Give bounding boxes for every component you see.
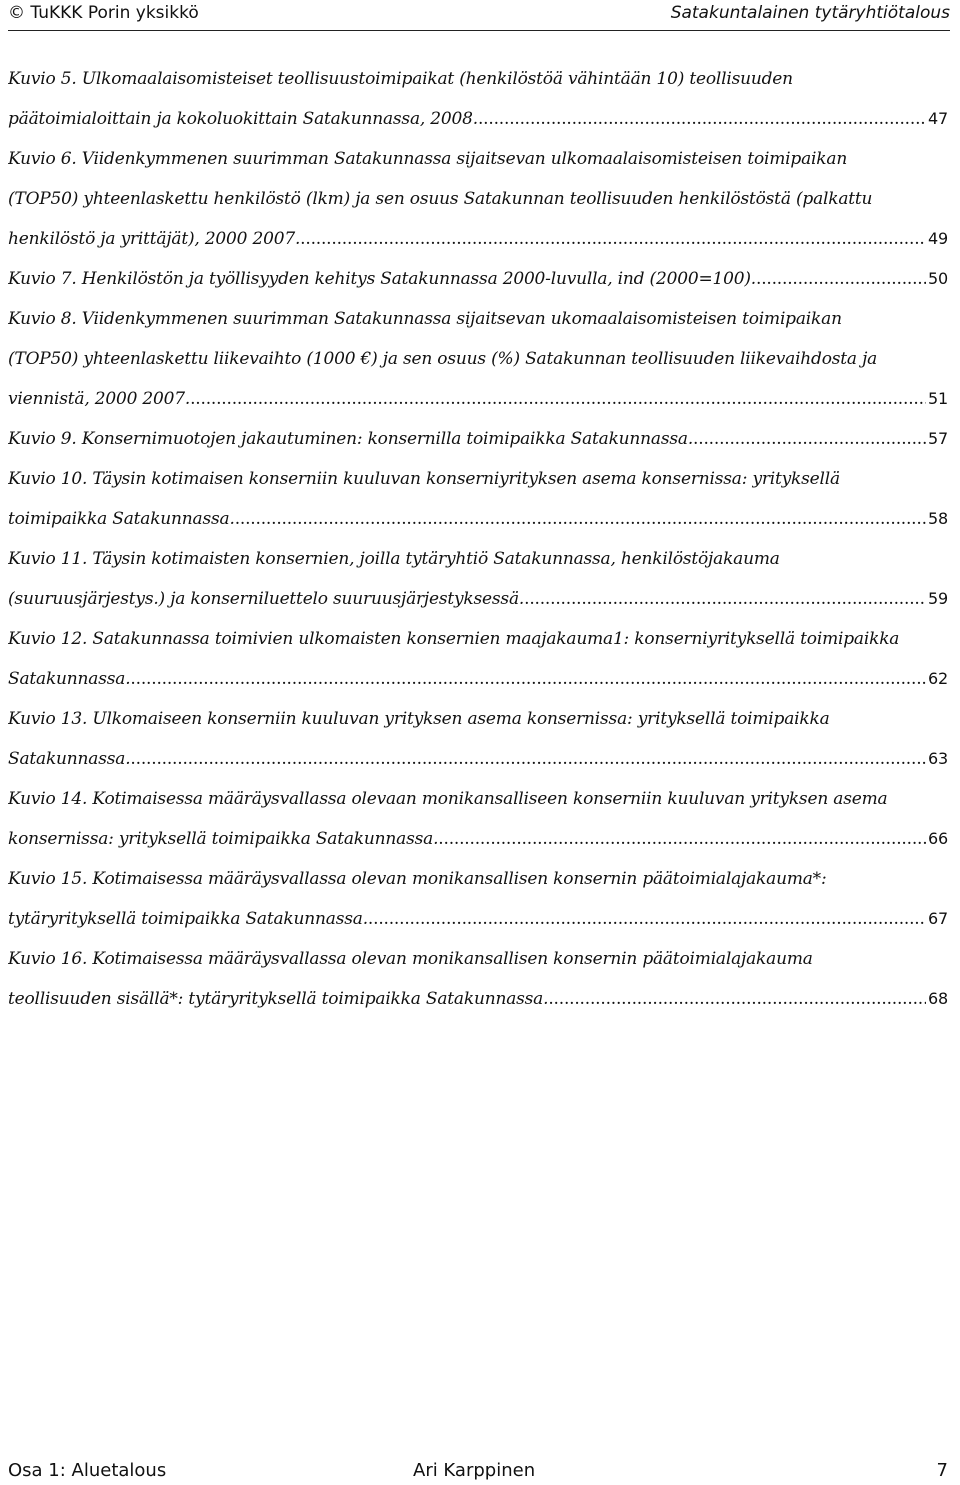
toc-entry-line (8, 379, 948, 419)
toc-entry-line (8, 499, 948, 539)
toc-entry-line (8, 539, 948, 579)
toc-entry-line (8, 99, 948, 139)
toc-entry-line (8, 939, 948, 979)
toc-entry-line (8, 779, 948, 819)
footer-page-number: 7 (936, 1460, 948, 1481)
toc-entry-line (8, 659, 948, 699)
toc-entry-text: toimipaikka Satakunnassa. (8, 509, 235, 529)
toc-entry-text: Kuvio 7. Henkilöstön ja työllisyyden kehitys Satakunnassa 2000-luvulla, ind (2000=100). (8, 269, 756, 289)
toc-entry-text: Kuvio 16. Kotimaisessa määräysvallassa olevan monikansallisen konsernin päätoimialajakauma (8, 949, 813, 969)
toc-entry-text: Satakunnassa. (8, 669, 131, 689)
toc-entry-text: päätoimialoittain ja kokoluokittain Satakunnassa, 2008. (8, 109, 478, 129)
dot-leader (693, 419, 926, 459)
toc-entry-text: Kuvio 12. Satakunnassa toimivien ulkomaisten konsernien maajakauma1: konserniyrityksellä toimipaikka (8, 629, 900, 649)
toc-entry-text: (TOP50) yhteenlaskettu henkilöstö (lkm) ja sen osuus Satakunnan teollisuuden henkilöstöstä (palkattu (8, 189, 873, 209)
dot-leader (478, 99, 926, 139)
toc-page-number: 68 (928, 989, 948, 1008)
dot-leader (368, 899, 926, 939)
toc-entry-text: (suuruusjärjestys.) ja konserniluettelo suuruusjärjestyksessä. (8, 589, 525, 609)
dot-leader (130, 659, 926, 699)
toc-page-number: 59 (928, 589, 948, 608)
toc-entry[interactable] (8, 259, 948, 299)
toc-entry-line (8, 219, 948, 259)
toc-entry[interactable] (8, 619, 948, 699)
dot-leader (130, 739, 926, 779)
toc-entry-text: Kuvio 5. Ulkomaalaisomisteiset teollisuustoimipaikat (henkilöstöä vähintään 10) teollisuuden (8, 69, 793, 89)
toc-entry-line (8, 979, 948, 1019)
toc-entry-text: Kuvio 6. Viidenkymmenen suurimman Satakunnassa sijaitsevan ulkomaalaisomisteisen toimipaikan (8, 149, 848, 169)
toc-page-number: 67 (928, 909, 948, 928)
toc-entry-line (8, 339, 948, 379)
toc-entry-line (8, 259, 948, 299)
toc-page-number: 58 (928, 509, 948, 528)
toc-entry-text: Kuvio 9. Konsernimuotojen jakautuminen: konsernilla toimipaikka Satakunnassa. (8, 429, 694, 449)
toc-entry-line (8, 459, 948, 499)
dot-leader (438, 819, 926, 859)
toc-entry-line (8, 179, 948, 219)
toc-entry-line (8, 899, 948, 939)
toc-entry[interactable] (8, 859, 948, 939)
header-copyright: © TuKKK Porin yksikkö (8, 3, 199, 23)
toc-entry[interactable] (8, 419, 948, 459)
toc-entry-line (8, 419, 948, 459)
toc-entry-text: henkilöstö ja yrittäjät), 2000 2007. (8, 229, 301, 249)
toc-entry-line (8, 299, 948, 339)
toc-page-number: 57 (928, 429, 948, 448)
toc-entry-line (8, 739, 948, 779)
toc-entry-text: Kuvio 14. Kotimaisessa määräysvallassa olevaan monikansalliseen konserniin kuuluvan yrityksen asema (8, 789, 888, 809)
toc-entry[interactable] (8, 139, 948, 259)
toc-entry-text: Kuvio 11. Täysin kotimaisten konsernien, joilla tytäryhtiö Satakunnassa, henkilöstöjakauma (8, 549, 780, 569)
toc-page-number: 63 (928, 749, 948, 768)
toc-entry-line (8, 139, 948, 179)
toc-entry-line (8, 59, 948, 99)
toc-entry-line (8, 619, 948, 659)
toc-entry-line (8, 579, 948, 619)
toc-entry-line (8, 819, 948, 859)
toc-entry-text: Kuvio 15. Kotimaisessa määräysvallassa olevan monikansallisen konsernin päätoimialajakauma*: (8, 869, 827, 889)
toc-page-number: 50 (928, 269, 948, 288)
table-of-figures (8, 59, 948, 1019)
toc-entry-text: Kuvio 8. Viidenkymmenen suurimman Satakunnassa sijaitsevan ukomaalaisomisteisen toimipaikan (8, 309, 842, 329)
dot-leader (548, 979, 926, 1019)
toc-page-number: 66 (928, 829, 948, 848)
toc-entry-text: Kuvio 10. Täysin kotimaisen konserniin kuuluvan konserniyrityksen asema konsernissa: yrityksellä (8, 469, 840, 489)
toc-entry-line (8, 859, 948, 899)
page-header (8, 0, 950, 31)
toc-entry[interactable] (8, 59, 948, 139)
footer-author: Ari Karppinen (413, 1460, 536, 1481)
toc-entry-text: (TOP50) yhteenlaskettu liikevaihto (1000 €) ja sen osuus (%) Satakunnan teollisuuden liikevaihdosta ja (8, 349, 878, 369)
toc-entry[interactable] (8, 939, 948, 1019)
toc-entry-line (8, 699, 948, 739)
toc-entry[interactable] (8, 459, 948, 539)
dot-leader (524, 579, 926, 619)
dot-leader (756, 259, 926, 299)
dot-leader (190, 379, 926, 419)
toc-entry-text: viennistä, 2000 2007. (8, 389, 191, 409)
toc-entry-text: tytäryrityksellä toimipaikka Satakunnassa. (8, 909, 368, 929)
footer-section: Osa 1: Aluetalous (8, 1460, 167, 1481)
toc-entry-text: teollisuuden sisällä*: tytäryrityksellä toimipaikka Satakunnassa. (8, 989, 549, 1009)
toc-entry-text: konsernissa: yrityksellä toimipaikka Satakunnassa. (8, 829, 439, 849)
toc-entry[interactable] (8, 699, 948, 779)
toc-page-number: 51 (928, 389, 948, 408)
toc-entry[interactable] (8, 779, 948, 859)
toc-entry-text: Kuvio 13. Ulkomaiseen konserniin kuuluvan yrityksen asema konsernissa: yrityksellä toimipaikka (8, 709, 830, 729)
dot-leader (235, 499, 926, 539)
toc-page-number: 49 (928, 229, 948, 248)
toc-entry-text: Satakunnassa. (8, 749, 131, 769)
toc-entry[interactable] (8, 539, 948, 619)
dot-leader (300, 219, 926, 259)
header-title: Satakuntalainen tytäryhtiötalous (670, 3, 950, 23)
toc-page-number: 47 (928, 109, 948, 128)
toc-entry[interactable] (8, 299, 948, 419)
toc-page-number: 62 (928, 669, 948, 688)
